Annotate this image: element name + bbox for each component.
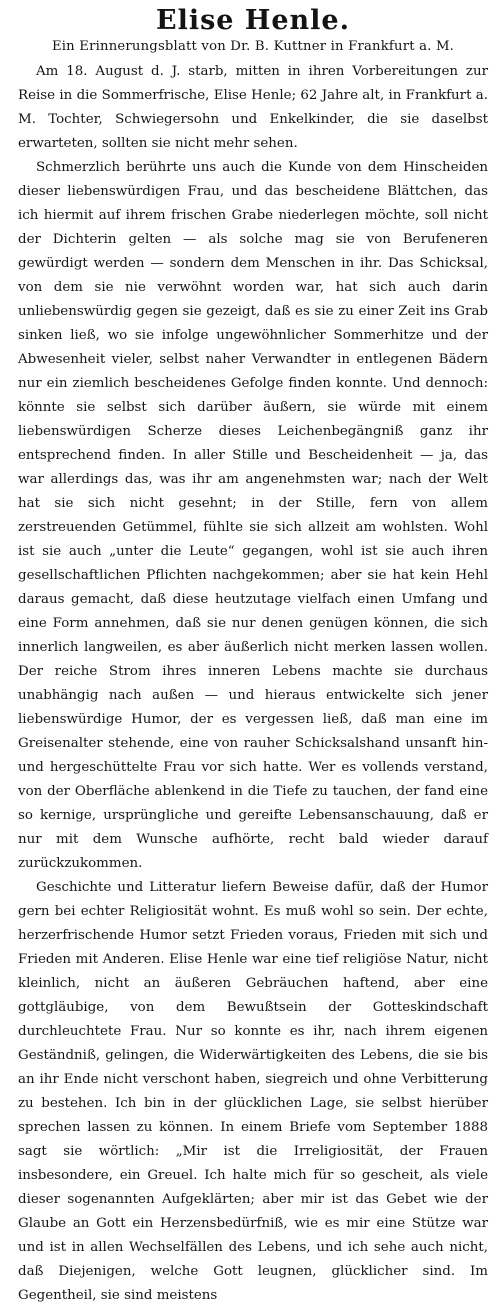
article-paragraph-2: Schmerzlich berührte uns auch die Kunde von dem Hinscheiden dieser liebenswürdigen Frau, und das bescheidene Blättchen, das ich hiermit auf ihrem frischen Grabe niederlegen möchte, soll nicht der Dichterin gelten — als solche mag sie von Berufeneren gewürdigt werden — sondern dem Menschen in ihr. Das Schicksal, von dem sie nie verwöhnt worden war, hat sich auch darin unliebenswürdig gegen sie gezeigt, daß es sie zu einer Zeit ins Grab sinken ließ, wo sie infolge ungewöhnlicher Sommerhitze und der Abwesenheit vieler, selbst naher Verwandter in entlegenen Bädern nur ein ziemlich bescheidenes Gefolge finden konnte. Und dennoch: könnte sie selbst sich darüber äußern, sie würde mit einem liebenswürdigen Scherze dieses Leichenbegängniß ganz ihr entsprechend finden. In aller Stille und Bescheidenheit — ja, das war allerdings das, was ihr am angenehmsten war; nach der Welt hat sie sich nicht gesehnt; in der Stille, fern von allem zerstreuenden Getümmel, fühlte sie sich allzeit am wohlsten. Wohl ist sie auch „unter die Leute“ gegangen, wohl ist sie auch ihren gesellschaftlichen Pflichten nachgekommen; aber sie hat kein Hehl daraus gemacht, daß diese heutzutage vielfach einen Umfang und eine Form annehmen, daß sie nur denen genügen können, die sich innerlich langweilen, es aber äußerlich nicht merken lassen wollen. Der reiche Strom ihres inneren Lebens machte sie durchaus unabhängig nach außen — und hieraus entwickelte sich jener liebenswürdige Humor, der es vergessen ließ, daß man eine im Greisenalter stehende, eine von rauher Schicksalshand unsanft hin- und hergeschüttelte Frau vor sich hatte. Wer es vollends verstand, von der Oberfläche ablenkend in die Tiefe zu tauchen, der fand eine so kernige, ursprüngliche und gereifte Lebensanschauung, daß er nur mit dem Wunsche aufhörte, recht bald wieder darauf zurückzukommen.: [18, 160, 488, 871]
article-title: Elise Henle.: [155, 5, 351, 36]
article-paragraph-1: Am 18. August d. J. starb, mitten in ihren Vorbereitungen zur Reise in die Sommerfrische, Elise Henle; 62 Jahre alt, in Frankfurt a. M. Tochter, Schwiegersohn und Enkelkinder, die sie daselbst erwarteten, sollten sie nicht mehr sehen.: [18, 64, 488, 151]
article-paragraph-3: Geschichte und Litteratur liefern Beweise dafür, daß der Humor gern bei echter Religiosität wohnt. Es muß wohl so sein. Der echte, herzerfrischende Humor setzt Frieden voraus, Frieden mit sich und Frieden mit Anderen. Elise Henle war eine tief religiöse Natur, nicht kleinlich, nicht an äußeren Gebräuchen haftend, aber eine gottgläubige, von dem Bewußtsein der Gotteskindschaft durchleuchtete Frau. Nur so konnte es ihr, nach ihrem eigenen Geständniß, gelingen, die Widerwärtigkeiten des Lebens, die sie bis an ihr Ende nicht verschont haben, siegreich und ohne Verbitterung zu bestehen. Ich bin in der glücklichen Lage, sie selbst hierüber sprechen lassen zu können. In einem Briefe vom September 1888 sagt sie wörtlich: „Mir ist die Irreligiosität, der Frauen insbesondere, ein Greuel. Ich halte mich für so gescheit, als viele dieser sogenannten Aufgeklärten; aber mir ist das Gebet wie der Glaube an Gott ein Herzensbedürfniß, wie es mir eine Stütze war und ist in allen Wechselfällen des Lebens, und ich sehe auch nicht, daß Diejenigen, welche Gott leugnen, glücklicher sind. Im Gegentheil, sie sind meistens: [18, 880, 488, 1303]
article-byline: Ein Erinnerungsblatt von Dr. B. Kuttner in Frankfurt a. M.: [51, 39, 455, 54]
